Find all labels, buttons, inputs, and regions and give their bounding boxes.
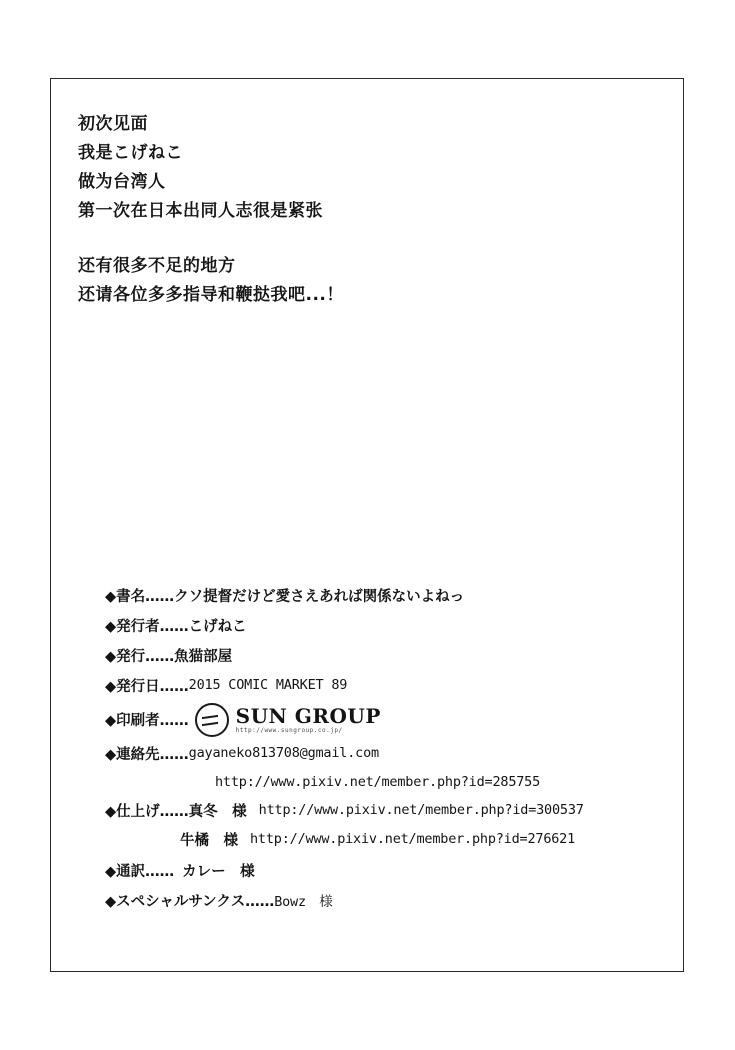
message-line: 做为台湾人 [78, 172, 166, 192]
message-line: 第一次在日本出同人志很是紧张 [78, 201, 323, 221]
translator-value: カレー 様 [182, 863, 255, 880]
sun-group-logo [195, 703, 381, 737]
contact-url[interactable]: http://www.pixiv.net/member.php?id=285755 [215, 774, 541, 790]
sun-icon [195, 703, 229, 737]
finish-name-1: 真冬 様 [188, 803, 247, 820]
author-value: こげねこ [188, 618, 247, 635]
message-line: 还有很多不足的地方 [78, 256, 236, 276]
date-value: 2015 COMIC MARKET 89 [188, 677, 348, 693]
message-spacer [78, 226, 578, 252]
circle-label: ◆発行…… [105, 648, 175, 665]
colophon-row-title [105, 582, 675, 608]
message-line: 初次见面 [78, 114, 148, 134]
printer-logo-name: SUN GROUP [235, 703, 381, 728]
colophon-row-printer [105, 702, 675, 736]
finish-name-2: 牛橘 様 [180, 832, 238, 849]
printer-label: ◆印刷者…… [105, 712, 189, 729]
thanks-label: ◆スペシャルサンクス…… [105, 893, 275, 910]
title-label: ◆書名…… [105, 588, 175, 605]
title-value: クソ提督だけど愛さえあれば関係ないよねっ [174, 588, 465, 605]
printer-logo-url: http://www.sungroup.co.jp/ [235, 726, 343, 734]
translator-label: ◆通訳…… [105, 863, 175, 880]
message-line: 还请各位多多指导和鞭挞我吧...！ [78, 285, 344, 305]
finish-url-2[interactable]: http://www.pixiv.net/member.php?id=276621 [250, 831, 576, 847]
colophon-block [105, 582, 675, 917]
finish-url-1[interactable]: http://www.pixiv.net/member.php?id=300537 [258, 802, 584, 818]
contact-value[interactable]: gayaneko813708@gmail.com [188, 745, 379, 761]
colophon-row-author [105, 612, 675, 638]
colophon-row-thanks [105, 887, 675, 913]
message-line: 我是こげねこ [78, 143, 183, 163]
colophon-row-translator [105, 857, 675, 883]
colophon-row-contact [105, 740, 675, 766]
date-label: ◆発行日…… [105, 678, 189, 695]
colophon-row-finish [105, 797, 675, 823]
thanks-value: Bowz 様 [274, 894, 333, 910]
circle-value: 魚猫部屋 [174, 648, 233, 665]
colophon-row-date [105, 672, 675, 698]
sun-group-logo-text [235, 703, 381, 735]
colophon-row-contact-url [215, 770, 675, 794]
afterword-message [78, 110, 578, 310]
author-label: ◆発行者…… [105, 618, 189, 635]
colophon-row-finish-2 [180, 827, 675, 851]
colophon-row-circle [105, 642, 675, 668]
finish-label: ◆仕上げ…… [105, 803, 189, 820]
contact-label: ◆連絡先…… [105, 746, 189, 763]
